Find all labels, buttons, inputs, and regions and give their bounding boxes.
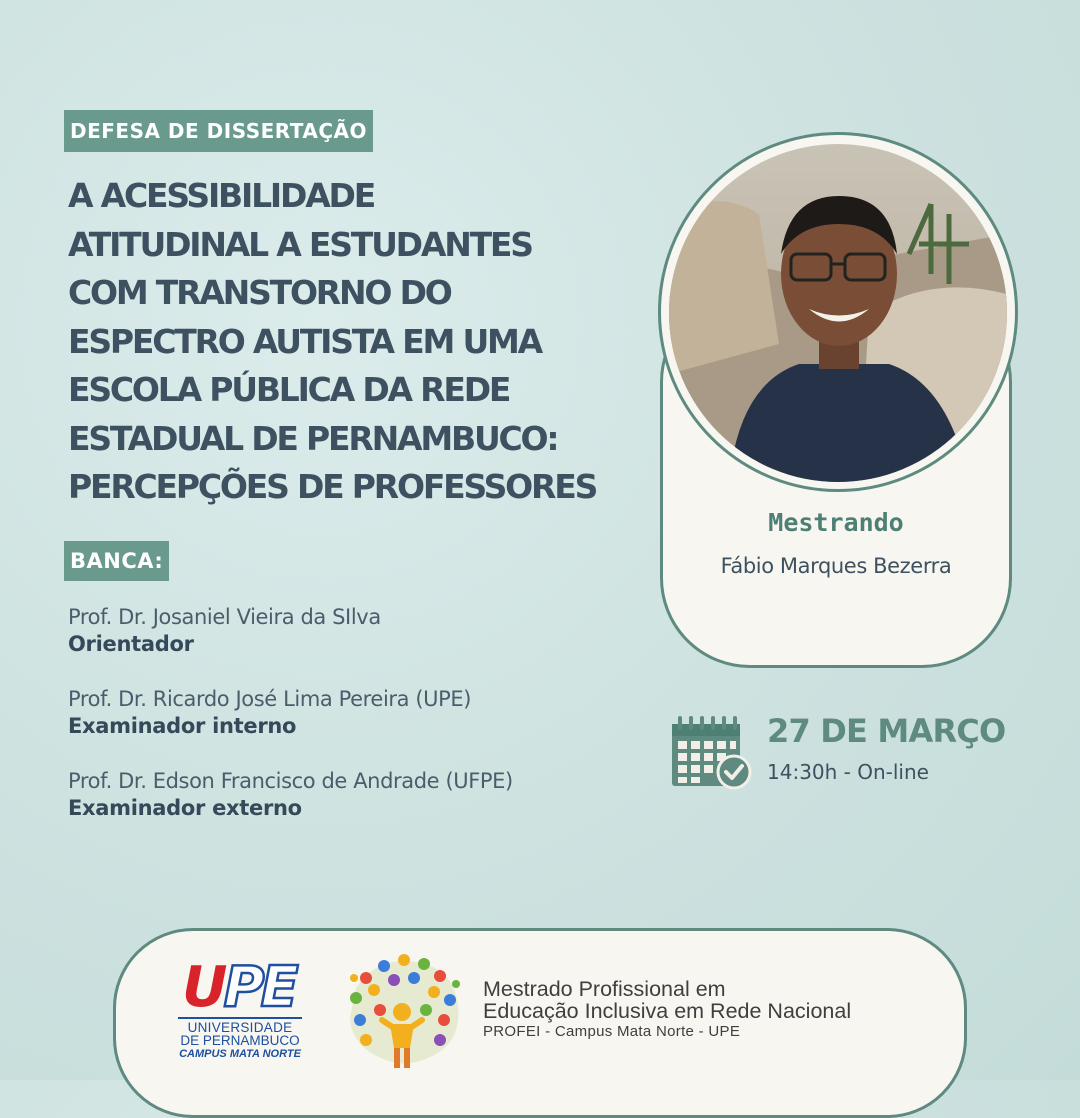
calendar-check-icon (670, 716, 752, 790)
profei-logo (336, 948, 466, 1074)
title-line: PERCEPÇÕES DE PROFESSORES (68, 467, 597, 506)
candidate-label: Mestrando (768, 508, 904, 537)
event-type-tag: DEFESA DE DISSERTAÇÃO (64, 110, 373, 152)
upe-logo-line2: DE PERNAMBUCO (180, 1033, 300, 1048)
upe-logo-u: U (182, 955, 224, 1020)
member-role: Orientador (68, 632, 194, 656)
member-name: Prof. Dr. Ricardo José Lima Pereira (UPE) (68, 687, 472, 711)
event-time: 14:30h - On-line (767, 760, 929, 784)
banca-tag: BANCA: (64, 541, 169, 581)
title-line: ESTADUAL DE PERNAMBUCO: (68, 418, 558, 458)
program-subtitle: PROFEI - Campus Mata Norte - UPE (483, 1023, 741, 1040)
title-line: ESPECTRO AUTISTA EM UMA (68, 321, 542, 361)
title-line: A ACESSIBILIDADE (68, 176, 375, 215)
title-line: ESCOLA PÚBLICA DA REDE (68, 370, 510, 409)
program-title-line1: Mestrado Profissional em (483, 977, 726, 1001)
dissertation-title (68, 172, 628, 512)
member-role: Examinador interno (68, 714, 297, 738)
member-name: Prof. Dr. Edson Francisco de Andrade (UFPE) (68, 769, 513, 793)
member-role: Examinador externo (68, 796, 302, 820)
title-line: COM TRANSTORNO DO (68, 273, 451, 312)
upe-logo (182, 955, 295, 1020)
banca-member (68, 604, 381, 657)
upe-logo-line1: UNIVERSIDADE (178, 1017, 302, 1035)
banca-member (68, 686, 471, 739)
banca-member (68, 768, 513, 821)
title-line: ATITUDINAL A ESTUDANTES (68, 224, 532, 264)
upe-logo-line3: CAMPUS MATA NORTE (179, 1048, 301, 1060)
event-date: 27 DE MARÇO (767, 712, 1006, 750)
candidate-photo (669, 144, 1007, 482)
program-title-line2: Educação Inclusiva em Rede Nacional (483, 999, 852, 1023)
upe-logo-pe: PE (223, 955, 295, 1020)
member-name: Prof. Dr. Josaniel Vieira da SIlva (68, 605, 381, 629)
candidate-name: Fábio Marques Bezerra (720, 554, 952, 578)
